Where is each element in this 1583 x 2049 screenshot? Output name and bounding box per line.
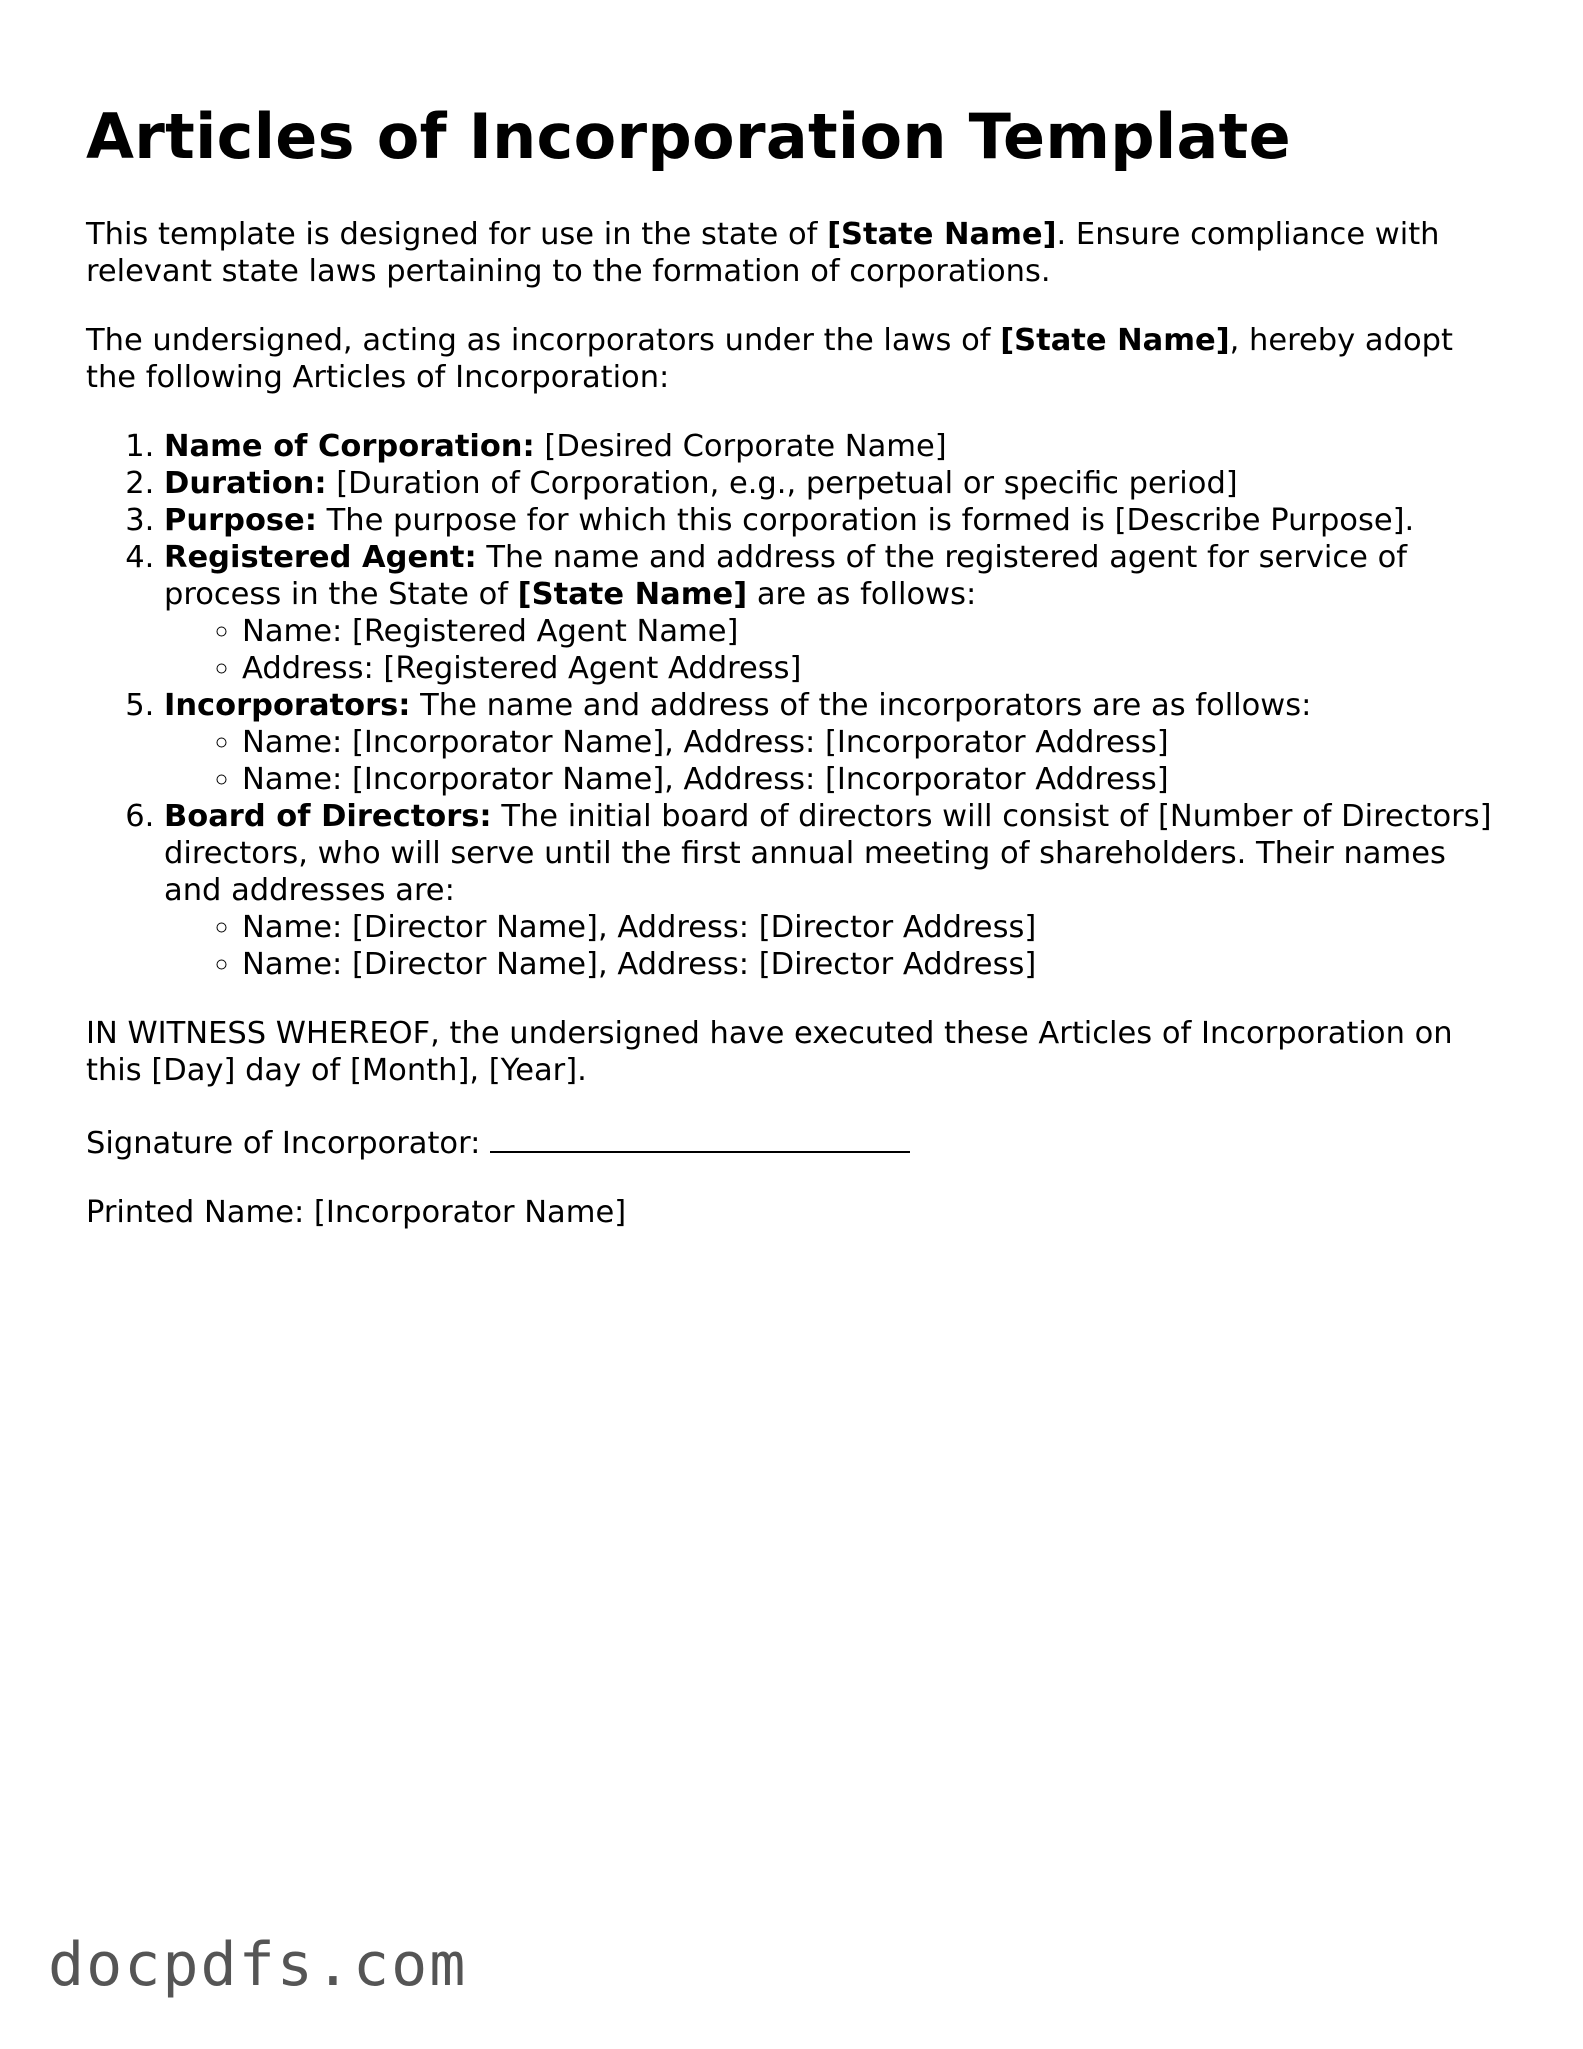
document-title: Articles of Incorporation Template xyxy=(86,100,1291,173)
article-item xyxy=(164,687,1506,798)
printed-name: Printed Name: [Incorporator Name] xyxy=(86,1195,627,1231)
article-text: The initial board of directors will consist of [Number of Directors] directors, who will serve until the first annual meeting of shareholders. Their names and addresses are: xyxy=(164,799,1492,909)
watermark-text: docpdfs.com xyxy=(48,1930,468,2000)
witness-paragraph: IN WITNESS WHEREOF, the undersigned have executed these Articles of Incorporation on this [Day] day of [Month], [Year]. xyxy=(86,1016,1453,1089)
sub-list-item: ◦ Name: [Incorporator Name], Address: [Incorporator Address] xyxy=(242,761,1506,798)
document-page xyxy=(86,100,1506,1263)
article-item xyxy=(164,465,1506,502)
intro-text: , hereby adopt the following Articles of Incorporation: xyxy=(86,323,1453,396)
intro-paragraph-state xyxy=(86,216,1506,290)
articles-list xyxy=(86,428,1506,983)
article-text: [Duration of Corporation, e.g., perpetual or specific period] xyxy=(326,466,1238,502)
sub-list-item: ◦ Name: [Registered Agent Name] xyxy=(242,613,1506,650)
sub-list-item: ◦ Address: [Registered Agent Address] xyxy=(242,650,1506,687)
article-text: The name and address of the incorporators are as follows: xyxy=(410,688,1312,724)
article-label: Purpose: xyxy=(164,503,317,539)
article-item xyxy=(164,539,1506,687)
state-name-placeholder: [State Name] xyxy=(517,577,748,613)
article-label: Incorporators: xyxy=(164,688,411,724)
article-text: are as follows: xyxy=(747,577,977,613)
intro-text: The undersigned, acting as incorporators under the laws of xyxy=(86,323,1001,359)
article-label: Registered Agent: xyxy=(164,540,477,576)
article-item xyxy=(164,798,1506,983)
article-text: The name and address of the registered agent for service of process in the State of xyxy=(164,540,1407,613)
sub-list-item: ◦ Name: [Incorporator Name], Address: [Incorporator Address] xyxy=(242,724,1506,761)
article-label: Duration: xyxy=(164,466,327,502)
registered-agent-details xyxy=(164,613,1506,687)
directors-details xyxy=(164,909,1506,983)
signature-label: Signature of Incorporator: xyxy=(86,1126,481,1162)
intro-text: This template is designed for use in the state of xyxy=(86,217,828,253)
intro-paragraph-adopt xyxy=(86,322,1506,396)
article-label: Board of Directors: xyxy=(164,799,492,835)
intro-text: . Ensure compliance with relevant state laws pertaining to the formation of corporations. xyxy=(86,217,1440,290)
state-name-placeholder: [State Name] xyxy=(827,217,1057,253)
article-item xyxy=(164,428,1506,465)
sub-list-item: ◦ Name: [Director Name], Address: [Director Address] xyxy=(242,909,1506,946)
signature-line[interactable] xyxy=(490,1121,910,1153)
incorporators-details xyxy=(164,724,1506,798)
sub-list-item: ◦ Name: [Director Name], Address: [Director Address] xyxy=(242,946,1506,983)
article-item xyxy=(164,502,1506,539)
article-text: The purpose for which this corporation is formed is [Describe Purpose]. xyxy=(316,503,1415,539)
state-name-placeholder: [State Name] xyxy=(1000,323,1230,359)
article-text: [Desired Corporate Name] xyxy=(534,429,947,465)
article-label: Name of Corporation: xyxy=(164,429,535,465)
signature-row xyxy=(86,1121,1506,1162)
